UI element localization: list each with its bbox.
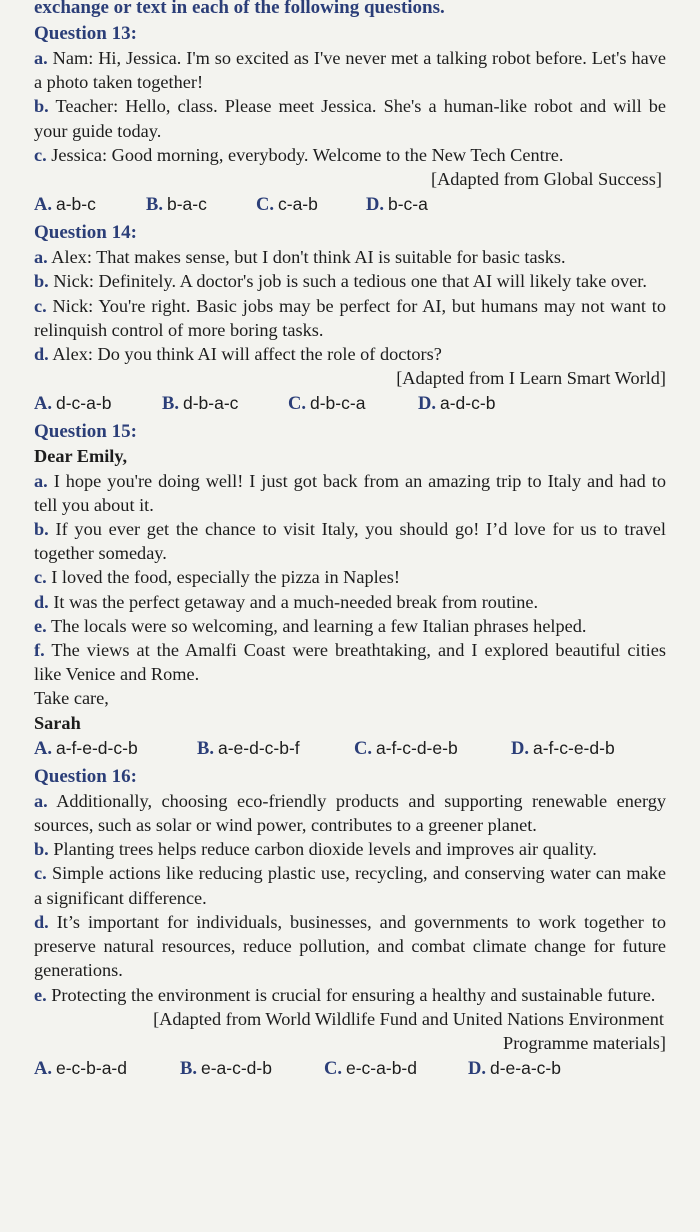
- q16-item-d: d. It’s important for individuals, businesses, and governments to work together to preserve natural resources, reduce pollution, and combat climate change for future generations.: [34, 911, 666, 981]
- item-label: d.: [34, 344, 49, 365]
- q16-item-a: a. Additionally, choosing eco-friendly products and supporting renewable energy sources, such as solar or wind power, contributes to a greener planet.: [34, 790, 667, 836]
- item-label: d.: [34, 591, 49, 612]
- question-13-title: Question 13:: [34, 23, 137, 44]
- q13-item-a: a. Nam: Hi, Jessica. I'm so excited as I've never met a talking robot before. Let's have a photo taken together!: [34, 48, 666, 93]
- q14-item-a: a. Alex: That makes sense, but I don't think AI is suitable for basic tasks.: [34, 247, 566, 268]
- letter-closing: Take care,: [34, 688, 109, 709]
- q15-option-c[interactable]: C. a-f-c-d-e-b: [354, 737, 458, 759]
- item-label: b.: [34, 519, 49, 540]
- item-label: b.: [34, 271, 49, 292]
- q15-option-a[interactable]: A. a-f-e-d-c-b: [34, 737, 138, 759]
- q16-item-e: e. Protecting the environment is crucial for ensuring a healthy and sustainable future.: [34, 984, 656, 1005]
- item-label: f.: [34, 640, 45, 661]
- q16-option-c[interactable]: C. e-c-a-b-d: [324, 1058, 417, 1080]
- q14-item-c: c. Nick: You're right. Basic jobs may be perfect for AI, but humans may not want to relinquish control of more boring tasks.: [34, 295, 666, 340]
- q15-item-f: f. The views at the Amalfi Coast were breathtaking, and I explored beautiful cities like Venice and Rome.: [34, 640, 666, 685]
- item-label: d.: [34, 911, 49, 932]
- q14-source: [Adapted from I Learn Smart World]: [396, 368, 666, 389]
- q15-item-b: b. If you ever get the chance to visit Italy, you should go! I’d love for us to travel together someday.: [34, 519, 666, 564]
- q13-option-d[interactable]: D. b-c-a: [366, 194, 428, 216]
- q15-option-b[interactable]: B. a-e-d-c-b-f: [197, 737, 300, 759]
- question-16-title: Question 16:: [34, 765, 137, 787]
- q13-option-b[interactable]: B. b-a-c: [146, 194, 207, 216]
- q13-options: [34, 191, 666, 219]
- q13-option-a[interactable]: A. a-b-c: [34, 194, 96, 216]
- q16-item-b: b. Planting trees helps reduce carbon dioxide levels and improves air quality.: [34, 839, 597, 860]
- q16-option-d[interactable]: D. d-e-a-c-b: [468, 1058, 561, 1080]
- q14-option-d[interactable]: D. a-d-c-b: [418, 393, 496, 415]
- q14-options: [34, 390, 666, 418]
- q13-option-c[interactable]: C. c-a-b: [256, 194, 318, 216]
- q13-item-c: c. Jessica: Good morning, everybody. Welcome to the New Tech Centre.: [34, 144, 564, 165]
- q14-option-c[interactable]: C. d-b-c-a: [288, 393, 366, 415]
- q16-source-line-2: Programme materials]: [503, 1032, 666, 1053]
- item-label: a.: [34, 247, 48, 268]
- q14-item-d: d. Alex: Do you think AI will affect the role of doctors?: [34, 344, 442, 365]
- q16-item-c: c. Simple actions like reducing plastic use, recycling, and conserving water can make a significant difference.: [34, 863, 666, 908]
- q14-item-b: b. Nick: Definitely. A doctor's job is such a tedious one that AI will likely take over.: [34, 271, 647, 292]
- item-label: e.: [34, 984, 47, 1005]
- item-label: a.: [34, 48, 48, 68]
- letter-signature: Sarah: [34, 712, 81, 733]
- q15-item-e: e. The locals were so welcoming, and learning a few Italian phrases helped.: [34, 615, 587, 636]
- q16-options: [34, 1055, 666, 1083]
- item-label: c.: [34, 144, 47, 165]
- q14-option-a[interactable]: A. d-c-a-b: [34, 393, 112, 415]
- q14-option-b[interactable]: B. d-b-a-c: [162, 393, 239, 415]
- q16-option-b[interactable]: B. e-a-c-d-b: [180, 1058, 272, 1080]
- q13-source: [Adapted from Global Success]: [431, 169, 662, 190]
- q16-option-a[interactable]: A. e-c-b-a-d: [34, 1058, 127, 1080]
- q15-options: [34, 735, 666, 763]
- question-14-title: Question 14:: [34, 222, 137, 244]
- letter-greeting: Dear Emily,: [34, 446, 128, 467]
- item-label: c.: [34, 863, 47, 884]
- q15-item-d: d. It was the perfect getaway and a much-needed break from routine.: [34, 591, 539, 612]
- item-label: b.: [34, 96, 49, 117]
- item-label: c.: [34, 295, 47, 316]
- question-15-title: Question 15:: [34, 421, 137, 443]
- instruction-line: exchange or text in each of the following questions.: [34, 0, 445, 18]
- q13-item-b: b. Teacher: Hello, class. Please meet Jessica. She's a human-like robot and will be your guide today.: [34, 96, 666, 141]
- q15-item-c: c. I loved the food, especially the pizza in Naples!: [34, 567, 401, 588]
- q16-source-line-1: [Adapted from World Wildlife Fund and United Nations Environment: [153, 1008, 664, 1029]
- item-label: a.: [34, 790, 48, 811]
- q15-item-a: a. I hope you're doing well! I just got back from an amazing trip to Italy and had to tell you about it.: [34, 470, 666, 515]
- item-label: e.: [34, 615, 47, 636]
- item-label: b.: [34, 839, 49, 860]
- item-label: c.: [34, 567, 47, 588]
- q15-option-d[interactable]: D. a-f-c-e-d-b: [511, 737, 615, 759]
- item-label: a.: [34, 470, 48, 491]
